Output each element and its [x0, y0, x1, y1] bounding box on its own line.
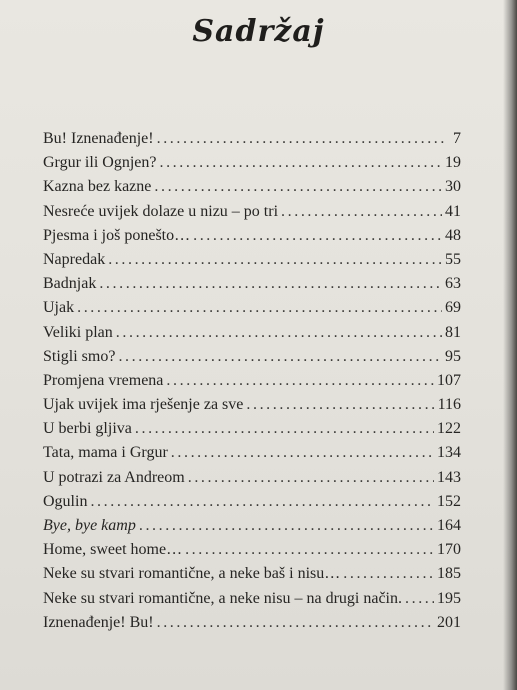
toc-entry: [43, 587, 461, 611]
dot-leader: [171, 441, 434, 465]
toc-entry-page-number: 69: [445, 299, 461, 317]
toc-entry: [43, 321, 461, 345]
toc-entry-title: Ujak uvijek ima rješenje za sve: [43, 396, 244, 414]
dot-leader: [193, 224, 442, 248]
toc-entry: [43, 296, 461, 320]
toc-entry-title: Pjesma i još ponešto…: [43, 226, 191, 244]
toc-entry: [43, 127, 461, 151]
toc-entry-title: Neke su stvari romantične, a neke nisu – na drugi način.: [43, 589, 402, 607]
toc-entry: [43, 272, 461, 296]
toc-entry-page-number: 152: [437, 492, 461, 510]
dot-leader: [246, 393, 434, 417]
toc-entry-title: U berbi gljiva: [43, 420, 132, 438]
toc-entry-page-number: 7: [453, 130, 461, 147]
dot-leader: [343, 562, 434, 586]
toc-entry-title: Ujak: [43, 299, 75, 317]
toc-entry-page-number: 107: [437, 371, 461, 389]
toc-entry-title: Grgur ili Ognjen?: [43, 154, 157, 172]
dot-leader: [99, 272, 442, 296]
toc-entry: [43, 562, 461, 586]
toc-entry-title: Bu! Iznenađenje!: [43, 130, 154, 147]
dot-leader: [116, 321, 442, 345]
toc-entry-title: Kazna bez kazne: [43, 178, 152, 196]
toc-entry-page-number: 81: [445, 323, 461, 341]
toc-entry: [43, 248, 461, 272]
toc-entry-page-number: 185: [437, 565, 461, 583]
dot-leader: [135, 417, 434, 441]
toc-entry-page-number: 116: [437, 396, 461, 414]
dot-leader: [90, 490, 434, 514]
toc-entry-page-number: 134: [437, 444, 461, 462]
toc-entry-title: Napredak: [43, 250, 106, 268]
toc-entry: [43, 514, 461, 538]
toc-entry-page-number: 143: [437, 468, 461, 486]
toc-entry-page-number: 170: [437, 541, 461, 559]
toc-entry-title: Nesreće uvijek dolaze u nizu – po tri: [43, 202, 279, 220]
toc-entry-title: Iznenađenje! Bu!: [43, 613, 154, 631]
toc-entry-title: Ogulin: [43, 492, 88, 510]
toc-entry-page-number: 201: [437, 613, 461, 631]
toc-entry-title: Stigli smo?: [43, 347, 116, 365]
toc-entry: [43, 345, 461, 369]
toc-entry-page-number: 63: [445, 275, 461, 293]
toc-entry-title: Promjena vremena: [43, 371, 164, 389]
toc-entry-page-number: 195: [437, 589, 461, 607]
toc-entry-title: Home, sweet home…: [43, 541, 183, 559]
dot-leader: [185, 538, 434, 562]
dot-leader: [281, 200, 442, 224]
toc-entry: [43, 490, 461, 514]
dot-leader: [405, 587, 434, 611]
dot-leader: [159, 151, 442, 175]
dot-leader: [157, 127, 448, 151]
toc-entry-page-number: 55: [445, 250, 461, 268]
table-of-contents: [43, 127, 461, 635]
toc-entry-page-number: 30: [445, 178, 461, 196]
toc-entry: [43, 538, 461, 562]
toc-entry: [43, 611, 461, 635]
toc-entry: [43, 417, 461, 441]
toc-entry-page-number: 122: [437, 420, 461, 438]
dot-leader: [157, 611, 434, 635]
dot-leader: [166, 369, 434, 393]
dot-leader: [108, 248, 442, 272]
toc-entry-title: Tata, mama i Grgur: [43, 444, 168, 462]
toc-entry-page-number: 41: [445, 202, 461, 220]
page-title: Sadržaj: [192, 14, 325, 49]
toc-entry-page-number: 48: [445, 226, 461, 244]
toc-entry-title: Bye, bye kamp: [43, 517, 136, 534]
dot-leader: [154, 175, 442, 199]
toc-entry: [43, 393, 461, 417]
toc-entry-title: Neke su stvari romantične, a neke baš i nisu…: [43, 565, 341, 583]
page-edge-shadow: [503, 0, 517, 690]
toc-entry: [43, 175, 461, 199]
toc-entry: [43, 200, 461, 224]
toc-entry-title: Badnjak: [43, 275, 97, 293]
dot-leader: [77, 296, 442, 320]
toc-entry: [43, 151, 461, 175]
toc-entry: [43, 441, 461, 465]
toc-entry: [43, 466, 461, 490]
dot-leader: [139, 514, 434, 538]
toc-entry-page-number: 164: [437, 517, 461, 534]
toc-entry-page-number: 95: [445, 347, 461, 365]
toc-entry: [43, 369, 461, 393]
toc-entry: [43, 224, 461, 248]
toc-entry-page-number: 19: [445, 154, 461, 172]
toc-entry-title: U potrazi za Andreom: [43, 468, 185, 486]
toc-entry-title: Veliki plan: [43, 323, 113, 341]
dot-leader: [118, 345, 442, 369]
dot-leader: [188, 466, 434, 490]
